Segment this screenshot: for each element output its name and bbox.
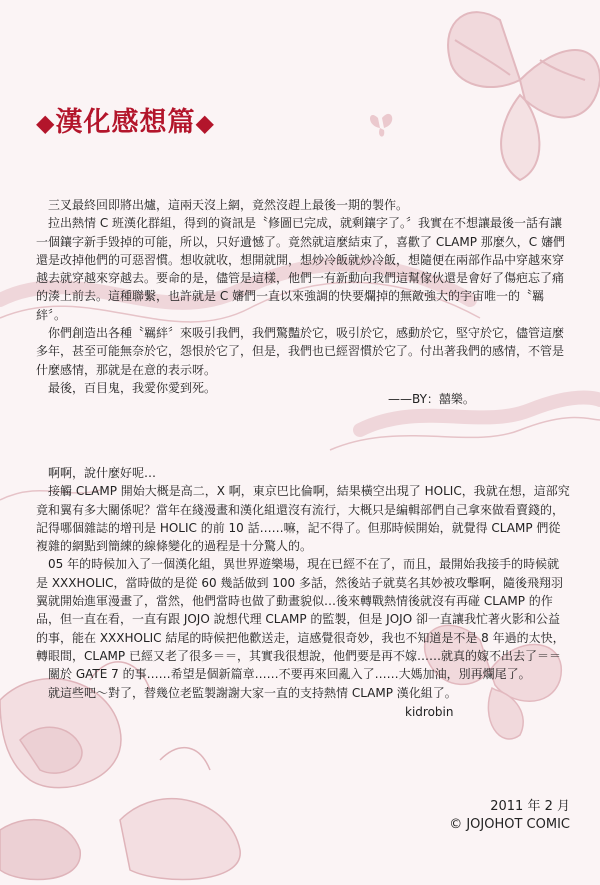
paragraph: 關於 GATE 7 的事……希望是個新篇章……不要再來回亂入了……大媽加油，別再爛尾了。 (48, 667, 531, 682)
paragraph: 接觸 CLAMP 開始大概是高二，X 啊，東京巴比倫啊，結果橫空出現了 HOLIC，我就在想，這部究竟和翼有多大關係呢？當年在綫漫畫和漢化組還沒有流行，大概只是編輯部們自己拿來做看賣錢的，記得哪個雜誌的增刊是 HOLIC 的前 10 話……嘛，記不得了。但那時候開始，就覺得 CLAMP 們從複雜的網點到簡練的線條變化的過程是十分驚人的。 (36, 484, 570, 554)
essay-section-1 (36, 196, 570, 397)
paragraph: 啊啊，說什麼好呢… (48, 466, 157, 480)
diamond-icon: ◆ (36, 109, 56, 137)
essay-section-2 (36, 464, 570, 702)
copyright-line: © JOJOHOT COMIC (449, 817, 570, 832)
paragraph: 三叉最終回即將出爐，這兩天沒上網，竟然沒趕上最後一期的製作。 (48, 198, 409, 212)
diamond-icon: ◆ (195, 109, 215, 137)
paragraph: 05 年的時候加入了一個漢化組，異世界遊樂場，現在已經不在了，而且，最開始我接手的時候就是 XXXHOLIC，當時做的是從 60 幾話做到 100 多話，然後站子就莫名其妙被攻擊啊，隨後飛翔羽翼就開始進軍漫畫了，當然，他們當時也做了動畫貌似…後來轉戰熱情後就沒有再碰 CLAMP 的作品，但一直在看，一直有跟 JOJO 說想代理 CLAMP 的監製，但是 JOJO 卻一直讓我忙著火影和公益的事，能在 XXXHOLIC 結尾的時候把他歡送走，這感覺很奇妙，我也不知道是不是 8 年過的太快，轉眼間，CLAMP 已經又老了很多＝＝，其實我很想說，他們要是再不嫁……就真的嫁不出去了＝＝ (36, 557, 565, 663)
paragraph: 最後，百目鬼，我愛你愛到死。 (48, 380, 217, 395)
signature-1: ——BY：囍樂。 (388, 392, 475, 406)
signature-2: kidrobin (405, 705, 454, 719)
paragraph: 你們創造出各種〝羈絆〞來吸引我們，我們驚豔於它，吸引於它，感動於它，堅守於它，儘管這麼多年，甚至可能無奈於它，怨恨於它了，但是，我們也已經習慣於它了。付出著我們的感情，不管是什麼感情，那就是在意的表示呀。 (36, 326, 565, 377)
paragraph: 拉出熱情 C 班漢化群組，得到的資訊是〝修圖已完成，就剩鑲字了。〞我實在不想讓最後一話有讓一個鑲字新手毀掉的可能，所以，只好遺憾了。竟然就這麼結束了，喜歡了 CLAMP 那麼久，C 嬸們還是改掉他們的可惡習慣。想收就收，想開就開，想炒冷飯就炒冷飯，想隨便在兩部作品中穿越來穿越去就穿越來穿越去。要命的是，儘管是這樣，他們一有新動向我們這幫傢伙還是會好了傷疤忘了痛的湊上前去。這種聯繫，也許就是 C 嬸們一直以來強調的快要爛掉的無敵強大的宇宙唯一的〝羈絆〞。 (36, 216, 565, 322)
footer (410, 798, 570, 834)
date-line: 2011 年 2 月 (490, 799, 570, 814)
title-text: 漢化感想篇 (55, 107, 196, 138)
page-title (36, 106, 215, 140)
paragraph: 就這些吧～對了，替幾位老監製謝謝大家一直的支持熱情 CLAMP 漢化組了。 (48, 685, 457, 700)
